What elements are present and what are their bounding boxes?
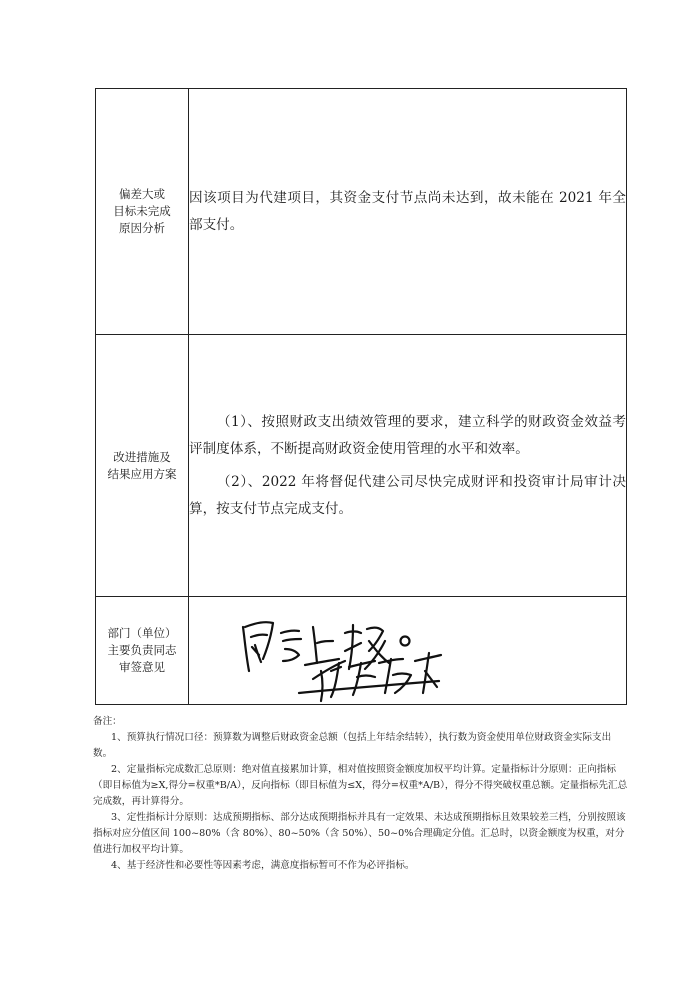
note-item-1: 1、预算执行情况口径：预算数为调整后财政资金总额（包括上年结余结转），执行数为资金使用单位财政资金实际支出数。 — [93, 732, 612, 759]
deviation-reason-text: 因该项目为代建项目，其资金支付节点尚未达到，故未能在 2021 年全部支付。 — [189, 189, 626, 233]
label-line: 偏差大或 — [119, 187, 165, 201]
label-line: 改进措施及 — [113, 449, 171, 464]
measure-item-1: （1）、按照财政支出绩效管理的要求，建立科学的财政资金效益考评制度体系，不断提高财政资金使用管理的水平和效率。 — [189, 413, 626, 457]
notes-title: 备注： — [93, 716, 122, 727]
measure-item-2: （2）、2022 年将督促代建公司尽快完成财评和投资审计局审计决算，按支付节点完成支付。 — [189, 473, 626, 517]
label-line: 目标未完成 — [113, 204, 171, 218]
label-line: 结果应用方案 — [107, 466, 177, 481]
label-line: 主要负责同志 — [107, 643, 177, 657]
note-item-2: 2、定量指标完成数汇总原则：绝对值直接累加计算，相对值按照资金额度加权平均计算。定量指标计分原则：正向指标（即目标值为≥X,得分=权重*B/A），反向指标（即目标值为≤X，得分=权重*A/B），得分不得突破权重总额。定量指标先汇总完成数，再计算得分。 — [93, 764, 628, 807]
notes-section — [93, 714, 629, 874]
label-line: 部门（单位） — [107, 626, 177, 640]
improvement-measures-row — [96, 335, 627, 597]
improvement-measures-content — [189, 335, 627, 597]
note-item-3: 3、定性指标计分原则：达成预期指标、部分达成预期指标并具有一定效果、未达成预期指标且效果较差三档，分别按照该指标对应分值区间 100~80%（含 80%）、80~50%（含 50%）、50~0%合理确定分值。汇总时，以资金额度为权重，对分值进行加权平均计算。 — [93, 812, 626, 855]
note-item-4: 4、基于经济性和必要性等因素考虑，满意度指标暂可不作为必评指标。 — [111, 860, 415, 871]
approval-opinion-row — [96, 597, 627, 705]
label-line: 审签意见 — [119, 660, 165, 674]
evaluation-form-table — [95, 88, 627, 705]
improvement-measures-label — [96, 335, 189, 597]
handwritten-signature — [189, 597, 627, 705]
deviation-analysis-content — [189, 89, 627, 335]
approval-opinion-content — [189, 597, 627, 705]
label-line: 原因分析 — [119, 221, 165, 235]
deviation-analysis-row — [96, 89, 627, 335]
approval-opinion-label — [96, 597, 189, 705]
deviation-analysis-label — [96, 89, 189, 335]
